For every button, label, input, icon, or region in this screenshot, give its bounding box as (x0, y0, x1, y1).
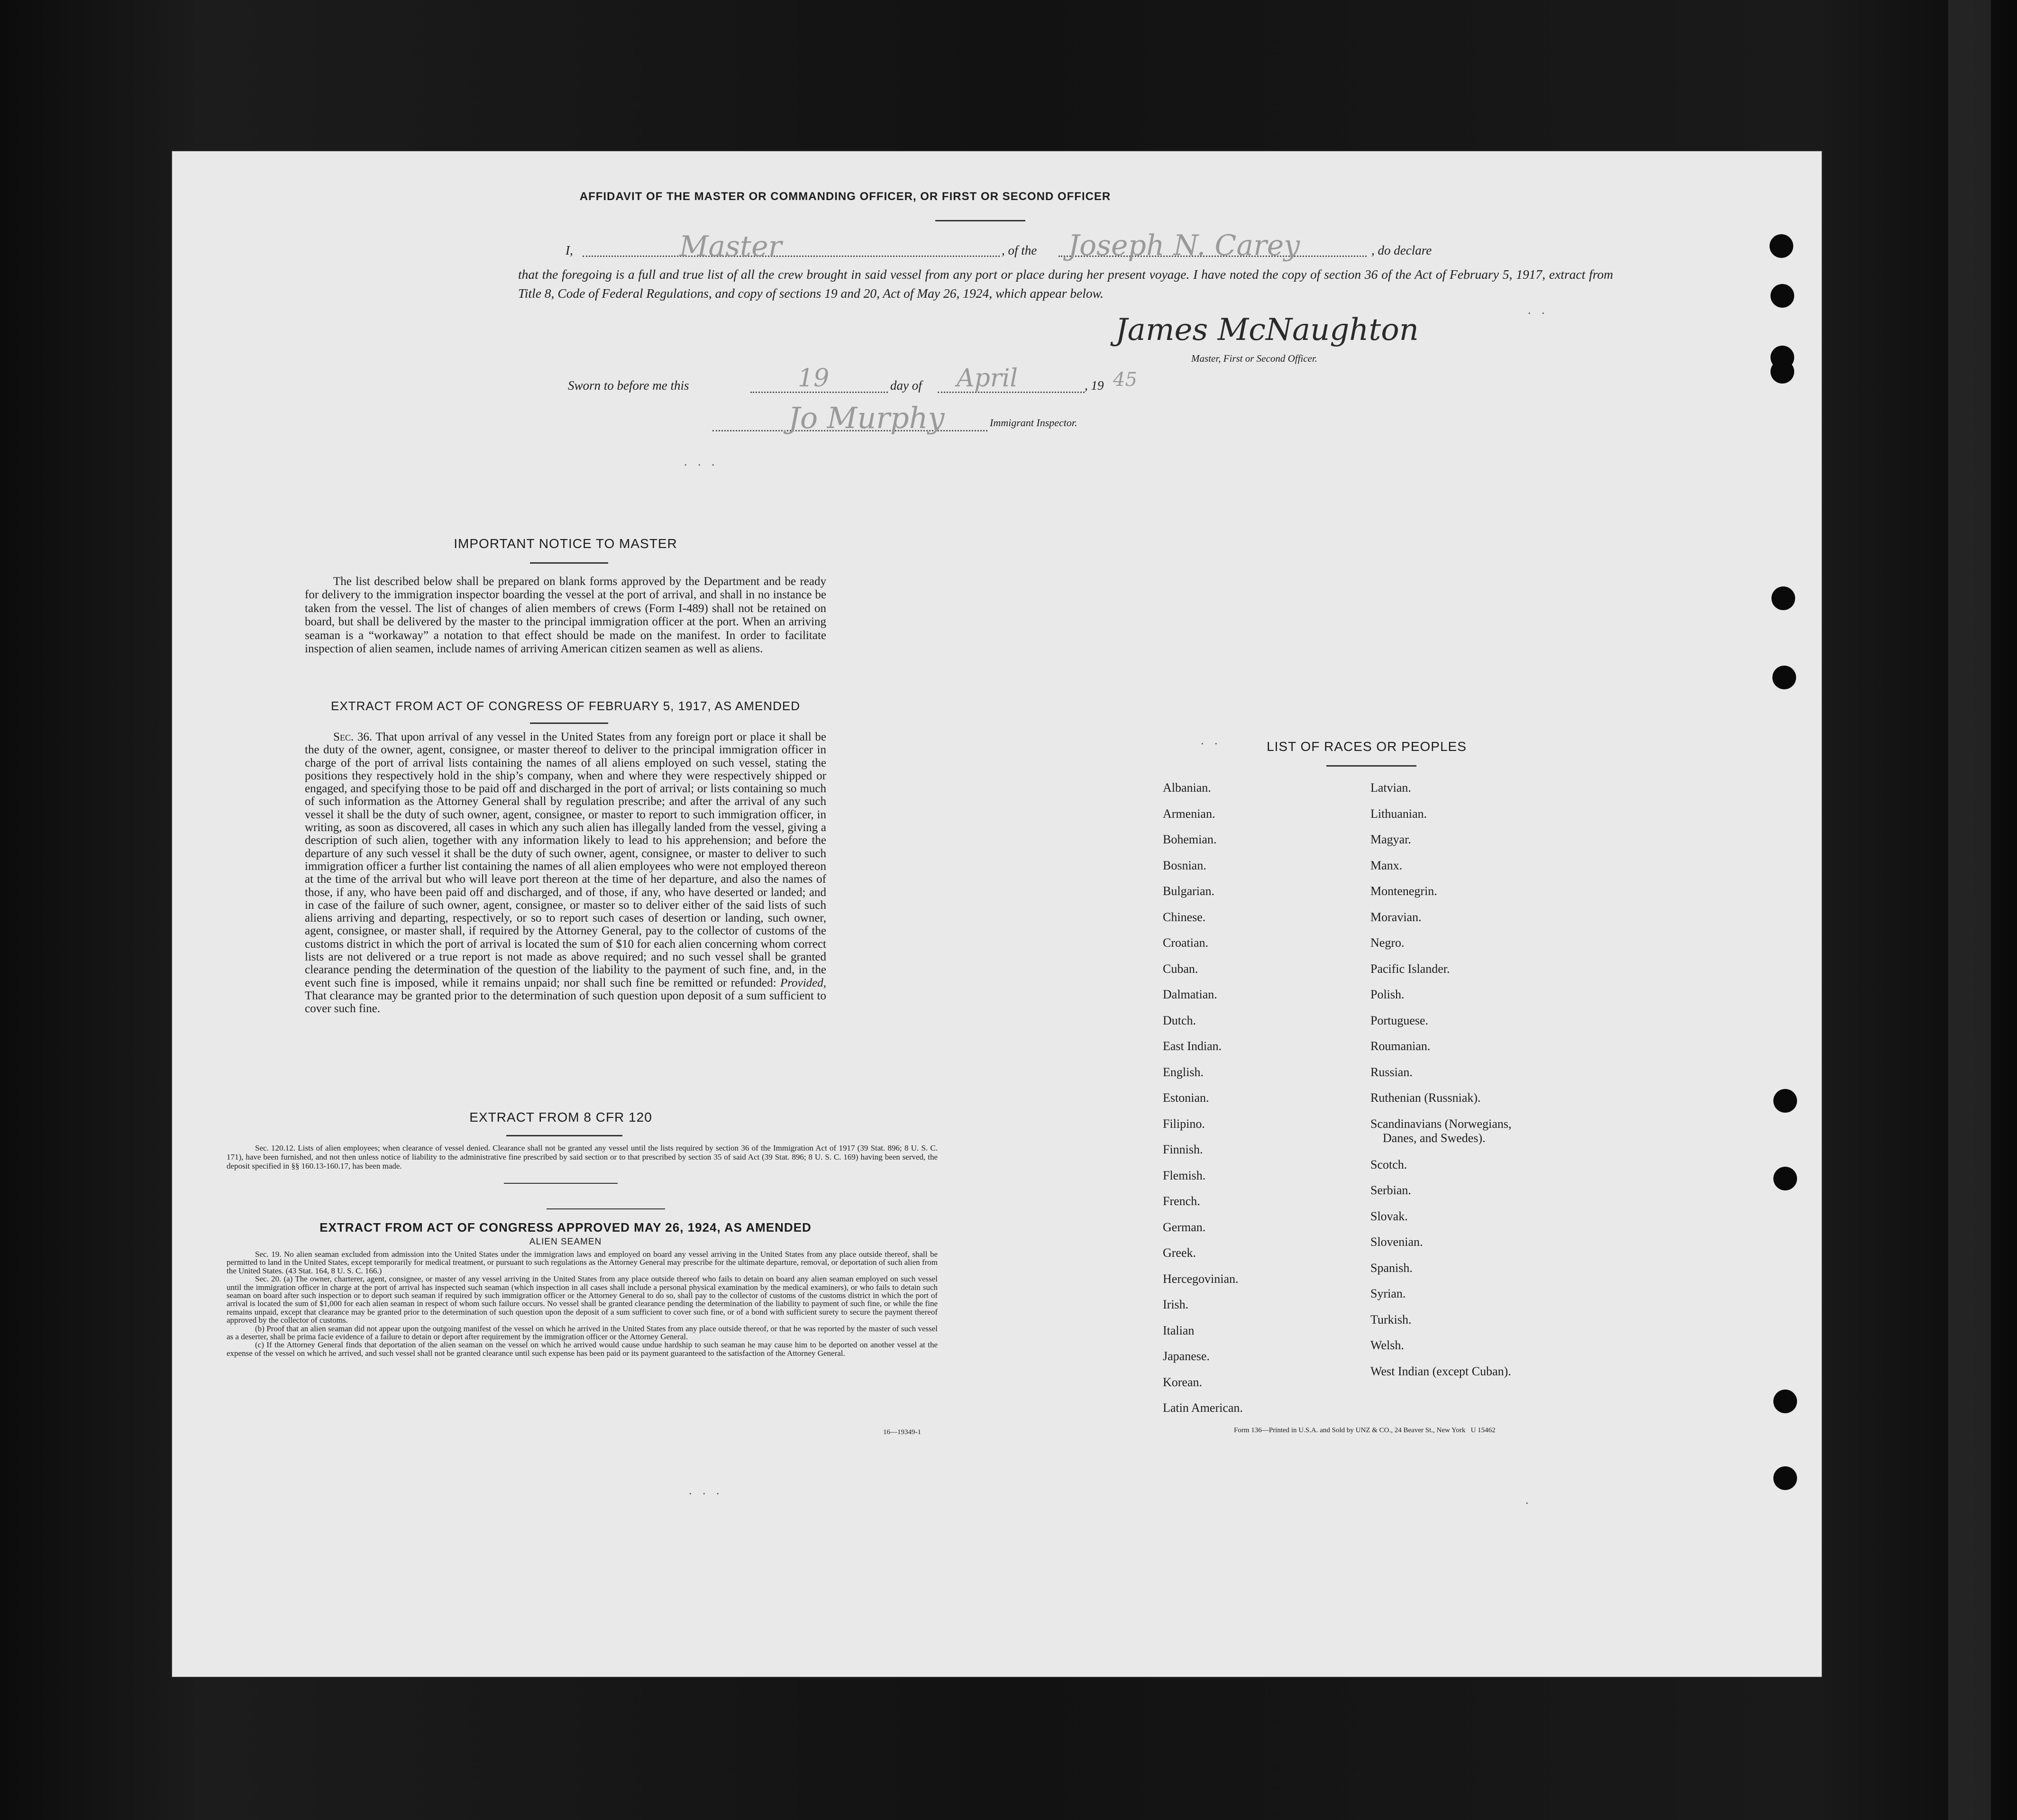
affidavit-i-label: I, (566, 243, 573, 257)
extract-1917-proviso-text: That clearance may be granted prior to the determination of such question upon deposit of a sum sufficient to cover such fine. (305, 989, 826, 1015)
inspector-line (712, 398, 1329, 440)
race-item: Montenegrin. (1370, 884, 1437, 898)
race-item: Croatian. (1163, 936, 1209, 950)
race-item: Spanish. (1370, 1261, 1413, 1275)
races-title: LIST OF RACES OR PEOPLES (1267, 739, 1467, 754)
extract-1917-title-rule (530, 723, 608, 724)
extract-1917-title: EXTRACT FROM ACT OF CONGRESS OF FEBRUARY 5, 1917, AS AMENDED (331, 699, 800, 713)
race-item: Turkish. (1370, 1312, 1412, 1326)
affidavit-name-dots (583, 243, 1000, 257)
binder-hole (1770, 234, 1793, 258)
race-item: Lithuanian. (1370, 806, 1427, 821)
handwritten-vessel-name: Joseph N. Carey (1068, 229, 1300, 262)
extract-1924-sec20c: (c) If the Attorney General finds that deportation of the alien seaman on the vessel on which he arrived would cause undue hardship to such seaman he may cause him to be deported on another vessel at the expense of the vessel on which he arrived, and such vessel shall not be granted clearance until such expense has been paid or its payment guaranteed to the satisfaction of the Attorney General. (227, 1340, 938, 1358)
notice-title-rule (530, 562, 608, 564)
extract-cfr-body: Sec. 120.12. Lists of alien employees; when clearance of vessel denied. Clearance shall not be granted any vessel until the lists required by section 36 of the Immigration Act of 1917 (39 Stat. 896; 8 U. S. C. 171), have been furnished, and not then unless notice of liability to the administrative fine prescribed by said section or to that prescribed by section 35 of said Act (39 Stat. 896; 8 U. S. C. 169) having been served, the deposit specified in §§ 160.13-160.17, has been made. (227, 1143, 938, 1171)
race-item: Bosnian. (1163, 858, 1206, 872)
form-footer-line: Form 136—Printed in U.S.A. and Sold by UNZ & CO., 24 Beaver St., New York U 15462 (1234, 1427, 1496, 1434)
sworn-year-prefix: , 19 (1085, 378, 1104, 393)
race-item: Ruthenian (Russniak). (1370, 1091, 1481, 1105)
extract-1924-subtitle: ALIEN SEAMEN (529, 1237, 602, 1247)
race-item: Scotch. (1370, 1157, 1407, 1171)
race-item: Bohemian. (1163, 832, 1217, 846)
binder-hole (1771, 284, 1794, 308)
extract-cfr-end-rule (504, 1183, 618, 1184)
races-title-rule (1326, 765, 1416, 767)
race-item: Finnish. (1163, 1143, 1203, 1156)
race-item: Bulgarian. (1163, 884, 1215, 898)
race-item: Estonian. (1163, 1091, 1209, 1105)
extract-1924-title: EXTRACT FROM ACT OF CONGRESS APPROVED MAY 26, 1924, AS AMENDED (319, 1220, 812, 1235)
race-item: Dutch. (1163, 1013, 1196, 1027)
binder-hole (1773, 1089, 1797, 1113)
race-item: Cuban. (1163, 961, 1198, 976)
handwritten-inspector: Jo Murphy (788, 401, 945, 435)
print-code: 16—19349-1 (883, 1428, 921, 1436)
race-item: English. (1163, 1065, 1204, 1079)
sworn-label: Sworn to before me this (568, 378, 689, 393)
race-item: German. (1163, 1220, 1206, 1234)
notice-body: The list described below shall be prepared on blank forms approved by the Department and be ready for delivery to the immigration inspector boarding the vessel at the port of arrival, and shall in no instance be taken from the vessel. The list of changes of alien members of crews (Form I-489) shall not be retained on board, but shall be delivered by the master to the principal immigration officer at the port. When an arriving seaman is a “workaway” a notation to that effect should be made on the manifest. In order to facilitate inspection of alien seamen, include names of arriving American citizen seamen as well as aliens. (305, 575, 826, 656)
race-item: East Indian. (1163, 1039, 1222, 1053)
scan-speck-dots: . (1525, 1493, 1533, 1507)
race-item: Slovak. (1370, 1209, 1408, 1223)
master-signature: James McNaughton (1115, 312, 1419, 348)
race-item: Japanese. (1163, 1349, 1210, 1363)
extract-1917-text: That upon arrival of any vessel in the United States from any foreign port or place it shall be the duty of the owner, agent, consignee, or master thereof to deliver to the principal immigration officer in charge of the port of arrival lists containing the names of all aliens employed on such vessel, stating the positions they respectively hold in the ship’s company, when and where they were respectively shipped or engaged, and specifying those to be paid off and discharged in the port of arrival; or lists containing so much of such information as the Attorney General shall by regulation prescribe; and after the arrival of any such vessel it shall be the duty of such owner, agent, consignee, or master to report to such immigration officer, in writing, as soon as discovered, all cases in which any such alien has illegally landed from the vessel, giving a description of such alien, together with any information likely to lead to his apprehension; and before the departure of any such vessel it shall be the duty of such owner, agent, consignee, or master to deliver to such immigration officer a further list containing the names of all alien employees who were not employed thereon at the time of the arrival but who will leave port thereon at the time of her departure, and also the names of those, if any, who have been paid off and discharged, and of those, if any, who have deserted or landed; and in case of the failure of such owner, agent, consignee, or master so to deliver either of the said lists of such aliens arriving and departing, respectively, or so to report such cases of desertion or landing, such owner, agent, consignee, or master shall, if required by the Attorney General, pay to the collector of customs of the customs district in which the port of arrival is located the sum of $10 for each alien concerning whom correct lists are not delivered or a true report is not made as above required; and no such vessel shall be granted clearance pending the determination of the question of the liability to the payment of such fine, and, in the event such fine is imposed, while it remains unpaid; nor shall such fine be remitted or refunded: (305, 731, 827, 989)
race-item: Albanian. (1163, 781, 1211, 795)
extract-cfr-title: EXTRACT FROM 8 CFR 120 (469, 1110, 652, 1125)
binder-hole (1772, 666, 1796, 689)
race-item: Polish. (1370, 988, 1405, 1001)
race-item: Hercegovinian. (1163, 1271, 1239, 1286)
race-item: Latin American. (1163, 1401, 1243, 1415)
race-item: Russian. (1370, 1065, 1413, 1079)
affidavit-declare-label: , do declare (1371, 243, 1432, 257)
affidavit-title-rule (935, 220, 1025, 221)
scan-speck-dots: . . . (684, 455, 719, 468)
binder-hole (1773, 1466, 1797, 1490)
race-item: Flemish. (1163, 1168, 1206, 1182)
document-page (172, 151, 1822, 1677)
extract-1917-body (305, 731, 826, 1015)
race-item: French. (1163, 1194, 1200, 1208)
extract-1924-sec20a: Sec. 20. (a) The owner, charterer, agent, consignee, or master of any vessel arriving in the United States from any place outside thereof who fails to detain on board any alien seaman employed on such vessel until the immigration officer in charge at the port of arrival has inspected such seaman (which inspection in all cases shall include a personal physical examination by the medical examiners), or who fails to detain such seaman on board after such inspection or to deport such seaman if required by such immigration officer or the Attorney General to do so, shall pay to the collector of customs of the customs district in which the port of arrival is located the sum of $1,000 for each alien seaman in respect of whom such failure occurs. No vessel shall be granted clearance pending the determination of the liability to payment of such fine, or while the fine remains unpaid, except that clearance may be granted prior to the determination of such question upon the deposit of a sum sufficient to cover such fine, or of a bond with sufficient surety to secure the payment thereof approved by the collector of customs. (227, 1274, 938, 1325)
binder-hole (1771, 360, 1794, 384)
notice-title: IMPORTANT NOTICE TO MASTER (454, 536, 677, 551)
affidavit-line1 (566, 229, 1608, 265)
sworn-day-of-label: day of (890, 378, 922, 393)
race-item: Chinese. (1163, 910, 1206, 924)
scan-speck-dots: . . (1201, 733, 1222, 747)
race-item: Portuguese. (1370, 1013, 1429, 1027)
races-left-column (1163, 775, 1362, 1421)
extract-1924-sec19: Sec. 19. No alien seaman excluded from admission into the United States under the immigration laws and employed on board any vessel arriving in the United States from any place outside thereof, shall be permitted to land in the United States, except temporarily for medical treatment, or pursuant to such regulations as the Attorney General may prescribe for the ultimate departure, removal, or deportation of such alien from the United States. (43 Stat. 164, 8 U. S. C. 166.) (227, 1250, 938, 1275)
race-item: Latvian. (1370, 781, 1411, 795)
race-item: Moravian. (1370, 910, 1422, 924)
handwritten-year: 45 (1113, 369, 1137, 391)
binder-hole (1771, 586, 1795, 610)
race-item: Negro. (1370, 936, 1405, 950)
extract-1917-proviso-word: Provided, (780, 976, 827, 989)
affidavit-title: AFFIDAVIT OF THE MASTER OR COMMANDING OFFICER, OR FIRST OR SECOND OFFICER (579, 190, 1111, 203)
handwritten-master: Master (679, 230, 782, 263)
race-item: Irish. (1163, 1298, 1189, 1311)
races-right-column (1370, 775, 1636, 1384)
binder-hole (1773, 1390, 1797, 1413)
extract-1924-sec20b: (b) Proof that an alien seaman did not appear upon the outgoing manifest of the vessel on which he arrived in the United States from any place outside thereof, or that he was reported by the master of such vessel as a deserter, shall be prima facie evidence of a failure to detain or deport after requirement by the immigration officer or the Attorney General. (227, 1324, 938, 1342)
race-item: Roumanian. (1370, 1039, 1431, 1053)
race-item: Armenian. (1163, 806, 1215, 821)
extract-1917-sec-label: Sec. 36. (333, 731, 373, 743)
scan-speck-dots: . . . (689, 1483, 723, 1497)
race-item: Scandinavians (Norwegians, Danes, and Swedes). (1370, 1116, 1512, 1145)
race-item: Manx. (1370, 858, 1403, 872)
binder-hole (1773, 1167, 1797, 1190)
affidavit-body: that the foregoing is a full and true list of all the crew brought in said vessel from any port or place during her present voyage. I have noted the copy of section 36 of the Act of February 5, 1917, extract from Title 8, Code of Federal Regulations, and copy of sections 19 and 20, Act of May 26, 1924, which appear below. (518, 267, 1613, 301)
extract-1924-title-rule (547, 1208, 665, 1209)
inspector-caption: Immigrant Inspector. (990, 417, 1077, 429)
handwritten-day: 19 (798, 364, 830, 393)
race-item: Slovenian. (1370, 1235, 1423, 1249)
master-signature-caption: Master, First or Second Officer. (1191, 353, 1317, 364)
race-item: Welsh. (1370, 1338, 1404, 1352)
race-item: Dalmatian. (1163, 988, 1217, 1001)
race-item: Greek. (1163, 1246, 1196, 1260)
scan-edge-strip (1948, 0, 1991, 1820)
extract-cfr-title-rule (506, 1135, 622, 1136)
scan-speck-dots: . . (1528, 303, 1549, 317)
race-item: Filipino. (1163, 1116, 1205, 1131)
handwritten-month: April (957, 364, 1018, 393)
race-item: Pacific Islander. (1370, 961, 1450, 976)
race-item: Syrian. (1370, 1287, 1406, 1300)
race-item: Magyar. (1370, 832, 1411, 846)
extract-1924-body (227, 1250, 938, 1357)
affidavit-of-the-label: , of the (1002, 243, 1037, 257)
race-item: Serbian. (1370, 1183, 1411, 1197)
sworn-line (568, 364, 1232, 400)
race-item: Italian (1163, 1323, 1195, 1337)
race-item: West Indian (except Cuban). (1370, 1364, 1511, 1378)
race-item: Korean. (1163, 1375, 1203, 1389)
